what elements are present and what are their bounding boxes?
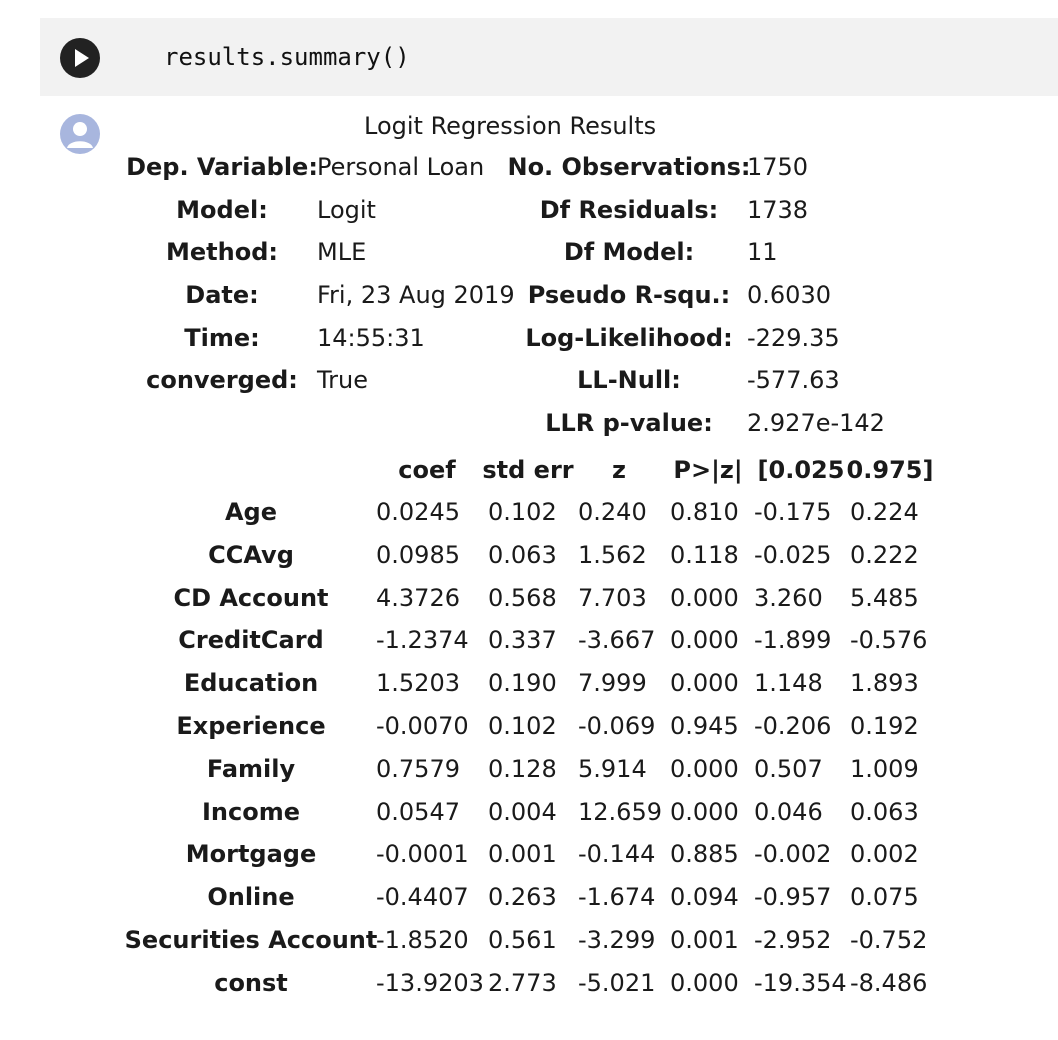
coef-cell: 1.562 — [578, 541, 647, 569]
coef-cell: -0.002 — [754, 840, 832, 868]
coef-cell: 0.810 — [670, 498, 739, 526]
coef-cell: 5.914 — [578, 755, 647, 783]
summary-label: No. Observations: — [507, 153, 751, 181]
coef-cell: -3.299 — [578, 926, 656, 954]
coef-cell: 1.148 — [754, 669, 823, 697]
coef-cell: 0.568 — [488, 584, 557, 612]
summary-label: Pseudo R-squ.: — [527, 281, 731, 309]
coef-cell: 12.659 — [578, 798, 662, 826]
coef-cell: 0.337 — [488, 626, 557, 654]
coef-cell: 0.000 — [670, 969, 739, 997]
coef-cell: -0.4407 — [376, 883, 469, 911]
summary-value: 0.6030 — [747, 281, 831, 309]
summary-label: Log-Likelihood: — [525, 324, 733, 352]
coef-cell: -0.144 — [578, 840, 656, 868]
coef-cell: -1.674 — [578, 883, 656, 911]
summary-label: Df Residuals: — [539, 196, 719, 224]
code-text[interactable]: results.summary() — [164, 43, 410, 71]
summary-value: Logit — [317, 196, 376, 224]
coef-cell: 0.000 — [670, 755, 739, 783]
coef-cell: 0.128 — [488, 755, 557, 783]
code-cell-input[interactable] — [40, 18, 1058, 96]
coef-row-label: Securities Account — [124, 926, 378, 954]
summary-label: converged: — [146, 366, 298, 394]
coef-cell: 0.000 — [670, 669, 739, 697]
coef-cell: 0.102 — [488, 498, 557, 526]
summary-label: LL-Null: — [577, 366, 681, 394]
summary-value: 14:55:31 — [317, 324, 425, 352]
coef-cell: 0.094 — [670, 883, 739, 911]
summary-value: True — [317, 366, 368, 394]
coef-row-label: const — [214, 969, 288, 997]
coef-cell: -0.206 — [754, 712, 832, 740]
coef-cell: 0.945 — [670, 712, 739, 740]
coef-row-label: Income — [201, 798, 301, 826]
coef-cell: 7.999 — [578, 669, 647, 697]
coef-cell: -1.8520 — [376, 926, 469, 954]
summary-value: 11 — [747, 238, 778, 266]
summary-value: Fri, 23 Aug 2019 — [317, 281, 515, 309]
summary-label: Time: — [184, 324, 260, 352]
coef-row-label: Experience — [176, 712, 326, 740]
coef-cell: -0.752 — [850, 926, 928, 954]
summary-value: 2.927e-142 — [747, 409, 885, 437]
coef-cell: 0.0245 — [376, 498, 460, 526]
coef-cell: 0.046 — [754, 798, 823, 826]
coef-cell: -2.952 — [754, 926, 832, 954]
coef-cell: -19.354 — [754, 969, 847, 997]
coef-cell: 0.561 — [488, 926, 557, 954]
coef-cell: 3.260 — [754, 584, 823, 612]
coef-cell: -0.069 — [578, 712, 656, 740]
coef-cell: -0.0001 — [376, 840, 469, 868]
coef-column-header: std err — [482, 456, 574, 484]
summary-value: 1750 — [747, 153, 809, 181]
coef-cell: 0.263 — [488, 883, 557, 911]
coef-cell: 0.7579 — [376, 755, 460, 783]
user-avatar-icon — [60, 114, 100, 154]
coef-cell: 0.000 — [670, 798, 739, 826]
coef-row-label: CCAvg — [208, 541, 294, 569]
coef-cell: 5.485 — [850, 584, 919, 612]
coef-column-header: P>|z| — [673, 456, 743, 484]
coef-cell: -0.175 — [754, 498, 832, 526]
coef-cell: -5.021 — [578, 969, 656, 997]
coef-column-header: [0.025 — [757, 456, 845, 484]
coef-row-label: Education — [183, 669, 319, 697]
coef-cell: 0.001 — [670, 926, 739, 954]
coef-cell: 0.885 — [670, 840, 739, 868]
coef-cell: 0.004 — [488, 798, 557, 826]
summary-label: Model: — [176, 196, 268, 224]
coef-row-label: CreditCard — [178, 626, 324, 654]
summary-label: Dep. Variable: — [126, 153, 318, 181]
coef-cell: 0.240 — [578, 498, 647, 526]
coef-cell: 0.222 — [850, 541, 919, 569]
coef-column-header: coef — [398, 456, 456, 484]
summary-label: Method: — [166, 238, 278, 266]
coef-cell: 0.190 — [488, 669, 557, 697]
coef-cell: -13.9203 — [376, 969, 484, 997]
coef-cell: 0.118 — [670, 541, 739, 569]
coef-cell: 0.063 — [488, 541, 557, 569]
summary-value: Personal Loan — [317, 153, 485, 181]
coef-cell: 0.0547 — [376, 798, 460, 826]
coef-cell: 1.893 — [850, 669, 919, 697]
coef-cell: 4.3726 — [376, 584, 460, 612]
coef-cell: -0.957 — [754, 883, 832, 911]
summary-label: LLR p-value: — [545, 409, 713, 437]
coef-cell: 0.192 — [850, 712, 919, 740]
coef-cell: 0.001 — [488, 840, 557, 868]
coef-cell: 0.000 — [670, 584, 739, 612]
coef-cell: -8.486 — [850, 969, 928, 997]
coef-cell: 2.773 — [488, 969, 557, 997]
coef-cell: 0.224 — [850, 498, 919, 526]
coef-cell: -3.667 — [578, 626, 656, 654]
summary-label: Df Model: — [563, 238, 695, 266]
summary-value: 1738 — [747, 196, 809, 224]
results-title: Logit Regression Results — [364, 112, 657, 140]
coef-cell: -1.899 — [754, 626, 832, 654]
coef-cell: 0.102 — [488, 712, 557, 740]
coef-cell: -0.0070 — [376, 712, 469, 740]
coef-cell: 0.0985 — [376, 541, 460, 569]
coef-cell: 0.063 — [850, 798, 919, 826]
coef-row-label: Mortgage — [185, 840, 317, 868]
coef-cell: 0.075 — [850, 883, 919, 911]
summary-value: -577.63 — [747, 366, 840, 394]
coef-cell: 7.703 — [578, 584, 647, 612]
coef-cell: 0.507 — [754, 755, 823, 783]
coef-cell: 1.5203 — [376, 669, 460, 697]
summary-label: Date: — [185, 281, 259, 309]
coef-row-label: Family — [206, 755, 296, 783]
coef-column-header: z — [612, 456, 626, 484]
coef-cell: -0.025 — [754, 541, 832, 569]
coef-cell: 0.002 — [850, 840, 919, 868]
coef-cell: 1.009 — [850, 755, 919, 783]
coef-row-label: Online — [207, 883, 295, 911]
coef-cell: -0.576 — [850, 626, 928, 654]
coef-row-label: CD Account — [173, 584, 329, 612]
play-icon — [60, 38, 100, 78]
coef-column-header: 0.975] — [846, 456, 934, 484]
summary-value: -229.35 — [747, 324, 840, 352]
summary-value: MLE — [317, 238, 367, 266]
coef-row-label: Age — [224, 498, 278, 526]
run-cell-button[interactable] — [60, 38, 100, 78]
coef-cell: -1.2374 — [376, 626, 469, 654]
coef-cell: 0.000 — [670, 626, 739, 654]
